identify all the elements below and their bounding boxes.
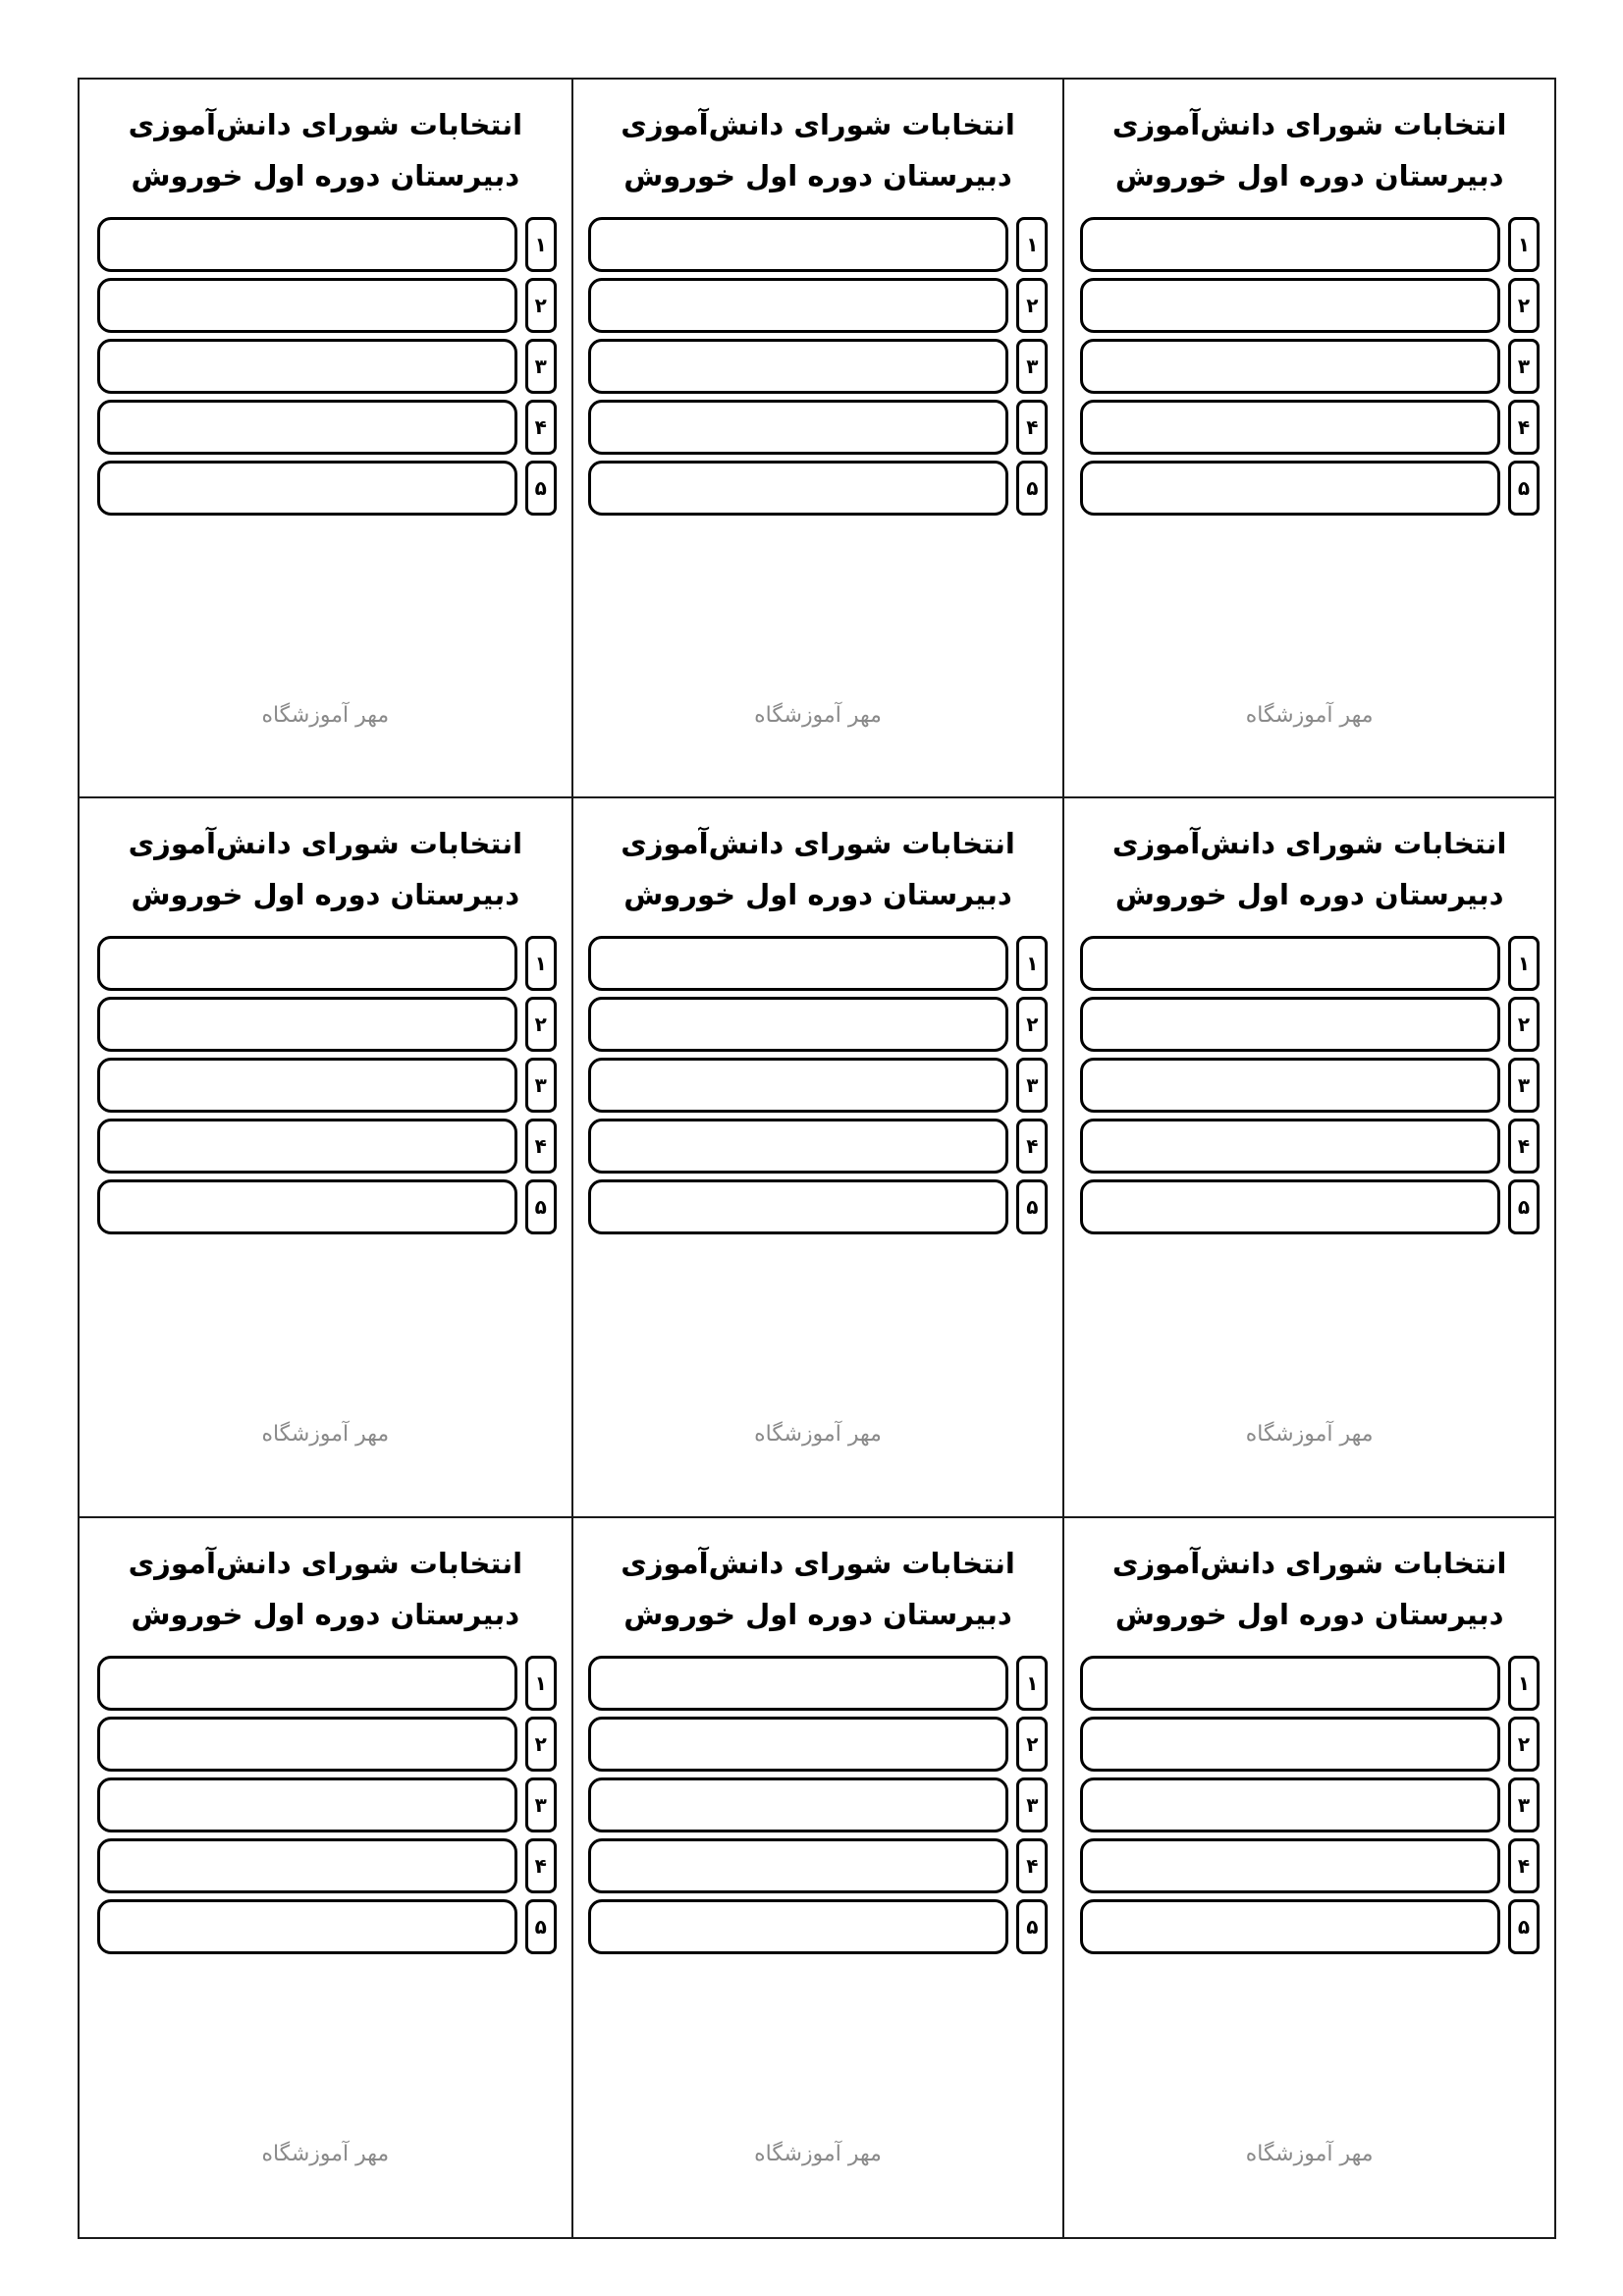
candidate-row (97, 339, 557, 395)
row-number: ۴ (1016, 1838, 1048, 1893)
candidate-name-field[interactable] (588, 1777, 1008, 1832)
candidate-row (1080, 1838, 1540, 1894)
school-stamp-label: مهر آموزشگاه (754, 1422, 882, 1448)
candidate-list (1080, 217, 1540, 521)
ballot-card (80, 80, 571, 798)
candidate-row (97, 1119, 557, 1175)
candidate-row (97, 461, 557, 517)
row-number: ۵ (525, 1899, 557, 1954)
candidate-row (1080, 1179, 1540, 1235)
candidate-name-field[interactable] (1080, 1899, 1500, 1954)
title-line-1: انتخابات شورای دانش‌آموزی (1111, 827, 1507, 861)
ballot-title (1064, 1538, 1554, 1640)
row-number: ۳ (1016, 1777, 1048, 1832)
ballot-title (1064, 818, 1554, 920)
title-line-1: انتخابات شورای دانش‌آموزی (1111, 1546, 1507, 1580)
row-number: ۱ (1016, 1656, 1048, 1711)
candidate-name-field[interactable] (97, 400, 517, 455)
candidate-name-field[interactable] (1080, 1656, 1500, 1711)
title-line-1: انتخابات شورای دانش‌آموزی (621, 827, 1015, 861)
candidate-row (1080, 1656, 1540, 1712)
school-stamp-label: مهر آموزشگاه (261, 2141, 390, 2166)
school-stamp-label: مهر آموزشگاه (1245, 703, 1374, 728)
title-line-2: دبیرستان دوره اول خوروش (131, 1597, 520, 1631)
candidate-row (1080, 1058, 1540, 1114)
candidate-list (588, 217, 1048, 521)
ballot-title (573, 818, 1063, 920)
candidate-name-field[interactable] (97, 278, 517, 333)
row-number: ۱ (525, 217, 557, 272)
title-line-1: انتخابات شورای دانش‌آموزی (1111, 108, 1507, 141)
ballot-title (573, 1538, 1063, 1640)
candidate-row (97, 400, 557, 456)
candidate-row (97, 1838, 557, 1894)
row-number: ۴ (525, 1119, 557, 1174)
candidate-row (588, 1179, 1048, 1235)
candidate-row (1080, 1777, 1540, 1833)
candidate-name-field[interactable] (97, 339, 517, 394)
row-number: ۴ (525, 400, 557, 455)
candidate-name-field[interactable] (97, 1838, 517, 1893)
school-stamp-label: مهر آموزشگاه (754, 703, 882, 728)
candidate-list (588, 1656, 1048, 1960)
candidate-row (588, 339, 1048, 395)
row-number: ۲ (1508, 1717, 1540, 1772)
row-number: ۳ (1508, 339, 1540, 394)
title-line-2: دبیرستان دوره اول خوروش (623, 878, 1012, 912)
candidate-name-field[interactable] (97, 1777, 517, 1832)
candidate-row (1080, 339, 1540, 395)
candidate-row (588, 278, 1048, 334)
row-number: ۳ (525, 1777, 557, 1832)
candidate-row (588, 1058, 1048, 1114)
row-number: ۱ (1016, 936, 1048, 991)
row-number: ۲ (1016, 1717, 1048, 1772)
row-number: ۴ (1508, 1838, 1540, 1893)
row-number: ۱ (525, 1656, 557, 1711)
candidate-name-field[interactable] (588, 217, 1008, 272)
ballot-card (80, 1518, 571, 2237)
candidate-list (97, 1656, 557, 1960)
candidate-name-field[interactable] (1080, 1777, 1500, 1832)
candidate-row (97, 1717, 557, 1773)
ballot-title (80, 818, 571, 920)
school-stamp-label: مهر آموزشگاه (1245, 2141, 1374, 2166)
ballot-title (573, 99, 1063, 201)
row-number: ۳ (525, 1058, 557, 1113)
candidate-name-field[interactable] (588, 1717, 1008, 1772)
candidate-name-field[interactable] (1080, 1717, 1500, 1772)
candidate-list (97, 217, 557, 521)
school-stamp-label: مهر آموزشگاه (261, 703, 390, 728)
candidate-row (588, 1717, 1048, 1773)
candidate-row (588, 1119, 1048, 1175)
row-number: ۱ (1016, 217, 1048, 272)
row-number: ۴ (1016, 1119, 1048, 1174)
candidate-name-field[interactable] (1080, 217, 1500, 272)
candidate-row (588, 1777, 1048, 1833)
row-number: ۱ (1508, 1656, 1540, 1711)
row-number: ۱ (525, 936, 557, 991)
candidate-row (588, 1899, 1048, 1955)
ballot-card (571, 798, 1063, 1517)
candidate-row (97, 278, 557, 334)
candidate-name-field[interactable] (1080, 339, 1500, 394)
title-line-2: دبیرستان دوره اول خوروش (623, 1597, 1012, 1631)
ballot-title (80, 99, 571, 201)
row-number: ۴ (1016, 400, 1048, 455)
candidate-row (1080, 278, 1540, 334)
ballot-card (80, 798, 571, 1517)
candidate-name-field[interactable] (97, 1899, 517, 1954)
candidate-row (588, 217, 1048, 273)
ballot-title (1064, 99, 1554, 201)
school-stamp-label: مهر آموزشگاه (1245, 1422, 1374, 1448)
candidate-name-field[interactable] (588, 1899, 1008, 1954)
row-number: ۳ (1508, 1777, 1540, 1832)
row-number: ۳ (1508, 1058, 1540, 1113)
candidate-name-field[interactable] (588, 997, 1008, 1052)
title-line-2: دبیرستان دوره اول خوروش (1114, 159, 1504, 192)
candidate-row (97, 1179, 557, 1235)
row-number: ۲ (1508, 278, 1540, 333)
candidate-row (1080, 461, 1540, 517)
candidate-name-field[interactable] (97, 217, 517, 272)
candidate-name-field[interactable] (1080, 400, 1500, 455)
candidate-name-field[interactable] (1080, 1119, 1500, 1174)
candidate-name-field[interactable] (588, 400, 1008, 455)
candidate-name-field[interactable] (97, 997, 517, 1052)
candidate-name-field[interactable] (97, 461, 517, 516)
title-line-2: دبیرستان دوره اول خوروش (1114, 878, 1504, 912)
school-stamp-label: مهر آموزشگاه (754, 2141, 882, 2166)
candidate-name-field[interactable] (1080, 461, 1500, 516)
row-number: ۲ (525, 997, 557, 1052)
row-number: ۳ (1016, 339, 1048, 394)
row-number: ۲ (1508, 997, 1540, 1052)
candidate-name-field[interactable] (97, 1119, 517, 1174)
candidate-name-field[interactable] (588, 936, 1008, 991)
title-line-1: انتخابات شورای دانش‌آموزی (621, 108, 1015, 141)
row-number: ۲ (525, 278, 557, 333)
row-number: ۵ (1508, 461, 1540, 516)
candidate-row (1080, 1899, 1540, 1955)
candidate-name-field[interactable] (97, 1656, 517, 1711)
candidate-row (97, 1656, 557, 1712)
row-number: ۵ (525, 1179, 557, 1234)
candidate-row (588, 936, 1048, 992)
row-number: ۳ (1016, 1058, 1048, 1113)
row-number: ۱ (1508, 936, 1540, 991)
candidate-name-field[interactable] (588, 278, 1008, 333)
title-line-2: دبیرستان دوره اول خوروش (623, 159, 1012, 192)
candidate-row (588, 997, 1048, 1053)
row-number: ۵ (1508, 1899, 1540, 1954)
candidate-name-field[interactable] (588, 1058, 1008, 1113)
candidate-name-field[interactable] (588, 461, 1008, 516)
row-number: ۲ (1016, 278, 1048, 333)
candidate-list (1080, 1656, 1540, 1960)
candidate-name-field[interactable] (588, 1838, 1008, 1893)
ballot-title (80, 1538, 571, 1640)
candidate-list (97, 936, 557, 1240)
candidate-row (1080, 997, 1540, 1053)
candidate-name-field[interactable] (97, 936, 517, 991)
candidate-row (1080, 400, 1540, 456)
candidate-row (588, 400, 1048, 456)
row-number: ۴ (525, 1838, 557, 1893)
row-number: ۵ (1016, 1899, 1048, 1954)
candidate-row (97, 936, 557, 992)
ballot-card (571, 1518, 1063, 2237)
title-line-2: دبیرستان دوره اول خوروش (131, 159, 520, 192)
candidate-name-field[interactable] (1080, 936, 1500, 991)
candidate-name-field[interactable] (588, 1119, 1008, 1174)
candidate-name-field[interactable] (588, 339, 1008, 394)
candidate-name-field[interactable] (1080, 1179, 1500, 1234)
candidate-name-field[interactable] (1080, 278, 1500, 333)
row-number: ۵ (1016, 461, 1048, 516)
candidate-list (1080, 936, 1540, 1240)
ballot-card (1062, 1518, 1554, 2237)
candidate-name-field[interactable] (97, 1058, 517, 1113)
candidate-name-field[interactable] (1080, 997, 1500, 1052)
ballot-sheet (78, 78, 1556, 2239)
ballot-card (1062, 798, 1554, 1517)
title-line-1: انتخابات شورای دانش‌آموزی (128, 108, 523, 141)
school-stamp-label: مهر آموزشگاه (261, 1422, 390, 1448)
candidate-row (1080, 1119, 1540, 1175)
row-number: ۱ (1508, 217, 1540, 272)
candidate-name-field[interactable] (97, 1717, 517, 1772)
row-number: ۵ (1016, 1179, 1048, 1234)
candidate-name-field[interactable] (588, 1179, 1008, 1234)
row-number: ۵ (1508, 1179, 1540, 1234)
title-line-1: انتخابات شورای دانش‌آموزی (128, 827, 523, 861)
row-number: ۴ (1508, 1119, 1540, 1174)
row-number: ۲ (1016, 997, 1048, 1052)
ballot-card (571, 80, 1063, 798)
candidate-row (97, 217, 557, 273)
ballot-card (1062, 80, 1554, 798)
title-line-1: انتخابات شورای دانش‌آموزی (621, 1546, 1015, 1580)
candidate-row (588, 1838, 1048, 1894)
candidate-row (1080, 217, 1540, 273)
candidate-row (1080, 936, 1540, 992)
candidate-name-field[interactable] (1080, 1838, 1500, 1893)
candidate-row (97, 997, 557, 1053)
candidate-name-field[interactable] (1080, 1058, 1500, 1113)
candidate-list (588, 936, 1048, 1240)
title-line-1: انتخابات شورای دانش‌آموزی (128, 1546, 523, 1580)
row-number: ۲ (525, 1717, 557, 1772)
candidate-row (588, 461, 1048, 517)
candidate-name-field[interactable] (588, 1656, 1008, 1711)
candidate-row (588, 1656, 1048, 1712)
title-line-2: دبیرستان دوره اول خوروش (131, 878, 520, 912)
candidate-row (97, 1899, 557, 1955)
candidate-row (1080, 1717, 1540, 1773)
candidate-row (97, 1058, 557, 1114)
candidate-row (97, 1777, 557, 1833)
row-number: ۵ (525, 461, 557, 516)
row-number: ۳ (525, 339, 557, 394)
row-number: ۴ (1508, 400, 1540, 455)
candidate-name-field[interactable] (97, 1179, 517, 1234)
title-line-2: دبیرستان دوره اول خوروش (1114, 1597, 1504, 1631)
